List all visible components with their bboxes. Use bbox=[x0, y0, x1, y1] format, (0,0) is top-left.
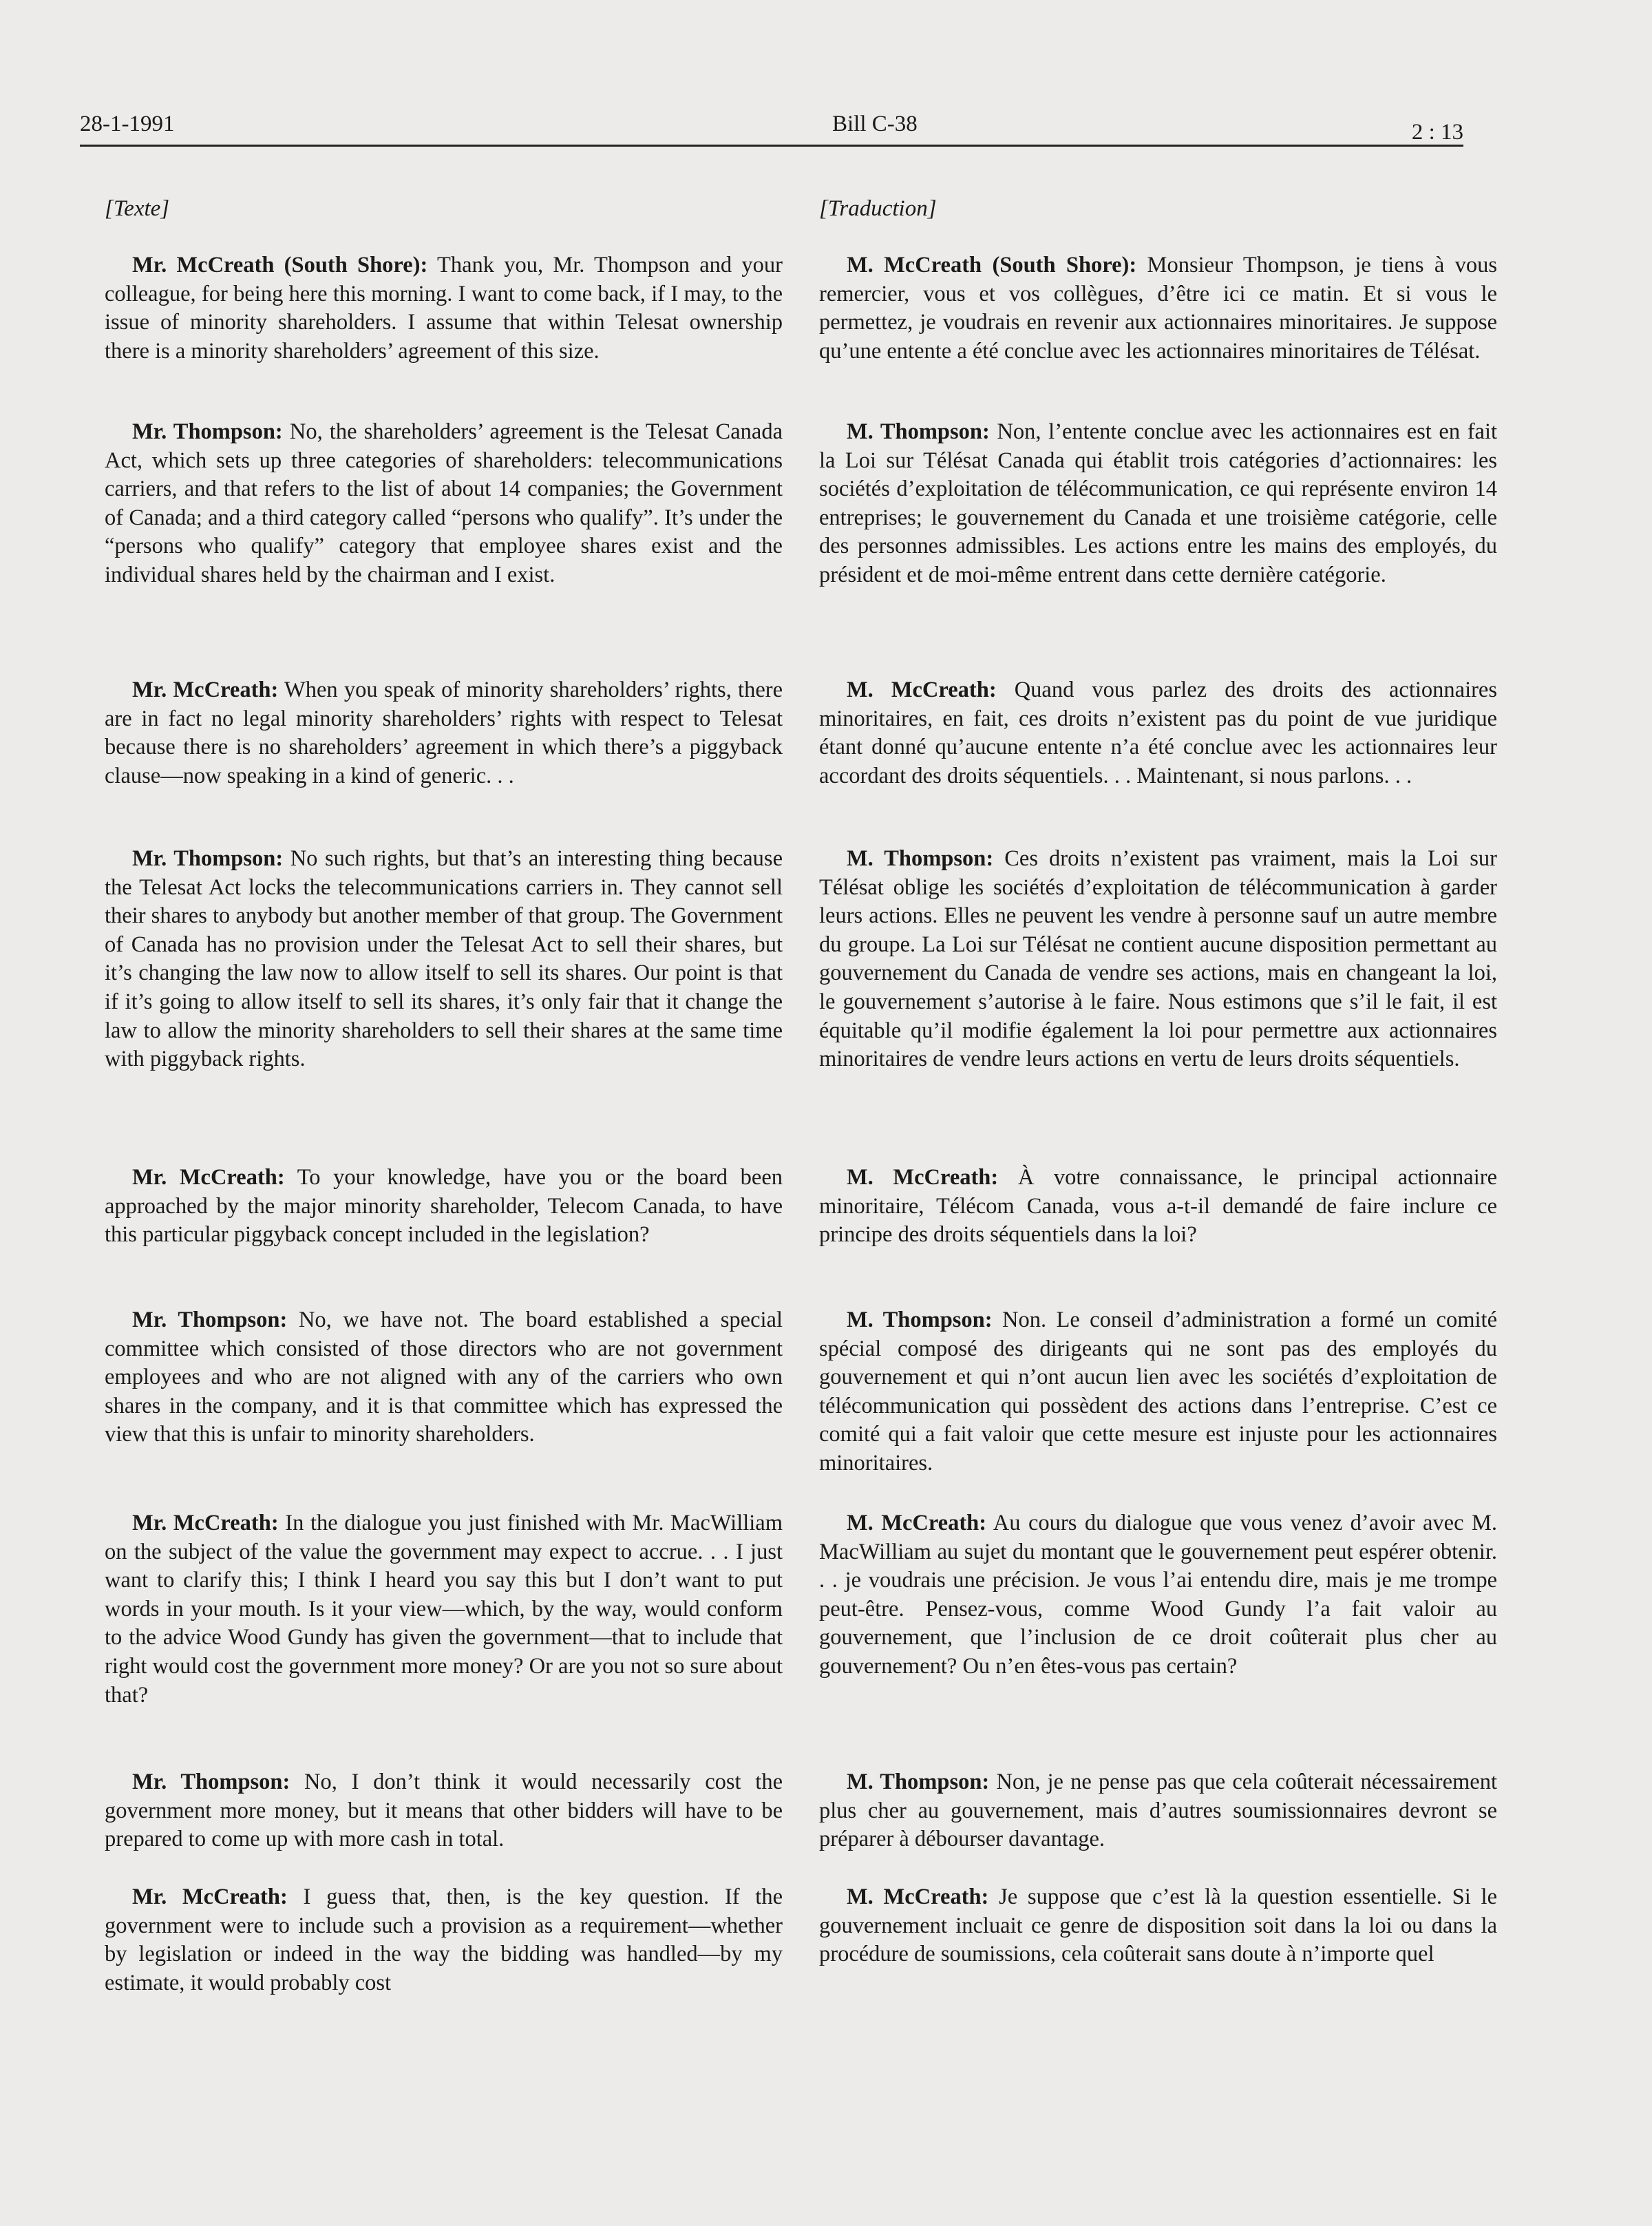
speaker-name: M. Thompson: bbox=[847, 419, 990, 444]
speaker-name: M. McCreath: bbox=[847, 678, 997, 702]
speech-text: À votre connaissance, le principal actionnaire minoritaire, Télécom Canada, vous a-t-il demandé de faire inclure ce principe des droits séquentiels dans la loi? bbox=[819, 1165, 1498, 1248]
speaker-name: M. McCreath: bbox=[847, 1165, 999, 1190]
header-date: 28-1-1991 bbox=[80, 112, 175, 136]
speech-text: Non. Le conseil d’administration a formé un comité spécial composé des dirigeants qui ne sont pas des employés du gouvernement et qui n’ont aucun lien avec les sociétés d’exploitation de télécommunication qui possèdent des actions dans l’entreprise. C’est ce comité qui a fait valoir que cette mesure est injuste pour les actionnaires minoritaires. bbox=[819, 1308, 1497, 1476]
header-bill-title: Bill C-38 bbox=[832, 112, 918, 136]
speech-text: Quand vous parlez des droits des actionnaires minoritaires, en fait, ces droits n’existent pas du point de vue juridique étant donné qu’aucune entente n’a été conclue avec les actionnaires leur accordant des droits séquentiels. . . Maintenant, si nous parlons. . . bbox=[819, 678, 1498, 788]
speaker-name: Mr. McCreath: bbox=[132, 1511, 279, 1535]
speaker-name: M. Thompson: bbox=[847, 1308, 993, 1332]
french-paragraph bbox=[819, 1306, 1497, 1478]
speech-text: Au cours du dialogue que vous venez d’avoir avec M. MacWilliam au sujet du montant que le gouvernement peut espérer obtenir. . . je voudrais une précision. Je vous l’ai entendu dire, mais je me trompe peut-être. Pensez-vous, comme Wood Gundy l’a fait valoir au gouvernement, que l’inclusion de ce droit coûterait plus cher au gouvernement? Ou n’en êtes-vous pas certain? bbox=[819, 1511, 1497, 1679]
speech-text: No, the shareholders’ agreement is the Telesat Canada Act, which sets up three categories of shareholders: telecommunications carriers, and that refers to the list of about 14 companies; the Government of Canada; and a third category called “persons who qualify”. It’s under the “persons who qualify” category that employee shares exist and the individual shares held by the chairman and I exist. bbox=[105, 419, 783, 587]
french-paragraph bbox=[819, 1768, 1497, 1854]
speech-text: Je suppose que c’est là la question essentielle. Si le gouvernement incluait ce genre de disposition soit dans la loi ou dans la procédure de soumissions, cela coûterait sans doute à n’importe quel bbox=[819, 1884, 1497, 1967]
running-header bbox=[80, 110, 1463, 147]
english-paragraph bbox=[105, 1164, 783, 1250]
speech-text: Thank you, Mr. Thompson and your colleague, for being here this morning. I want to come back, if I may, to the issue of minority shareholders. I assume that within Telesat ownership there is a minority shareholders’ agreement of this size. bbox=[105, 253, 783, 364]
speaker-name: M. McCreath: bbox=[847, 1511, 987, 1535]
speaker-name: Mr. Thompson: bbox=[132, 419, 283, 444]
french-paragraph bbox=[819, 1509, 1497, 1681]
speech-text: No, we have not. The board established a special committee which consisted of those directors who are not government employees and who are not aligned with any of the carriers who own shares in the company, and it is that committee which has expressed the view that this is unfair to minority shareholders. bbox=[105, 1308, 783, 1447]
speaker-name: Mr. Thompson: bbox=[132, 1770, 290, 1794]
speech-text: To your knowledge, have you or the board been approached by the major minority shareholder, Telecom Canada, to have this particular piggyback concept included in the legislation? bbox=[105, 1165, 783, 1248]
speaker-name: M. Thompson: bbox=[847, 1770, 990, 1794]
french-paragraph bbox=[819, 251, 1497, 366]
french-paragraph bbox=[819, 845, 1497, 1074]
header-page-number: 2 : 13 bbox=[1411, 120, 1463, 145]
speech-text: Ces droits n’existent pas vraiment, mais la Loi sur Télésat oblige les sociétés d’exploitation de télécommunication à garder leurs actions. Elles ne peuvent les vendre à personne sauf un autre membre du groupe. La Loi sur Télésat ne contient aucune disposition permettant au gouvernement du Canada de vendre ses actions, mais en changeant la loi, le gouvernement s’autorise à le faire. Nous estimons que s’il le fait, il est équitable qu’il modifie également la loi pour permettre aux actionnaires minoritaires de vendre leurs actions en vertu de leurs droits séquentiels. bbox=[819, 846, 1497, 1072]
speaker-name: Mr. McCreath: bbox=[132, 1165, 285, 1190]
speaker-name: M. Thompson: bbox=[847, 846, 994, 871]
french-paragraph bbox=[819, 418, 1497, 590]
speech-text: No, I don’t think it would necessarily cost the government more money, but it means that other bidders will have to be prepared to come up with more cash in total. bbox=[105, 1770, 783, 1852]
english-paragraph bbox=[105, 418, 783, 590]
speech-text: I guess that, then, is the key question. If the government were to include such a provision as a requirement—whether by legislation or indeed in the way the bidding was handled—by my estimate, it would probably cost bbox=[105, 1884, 783, 1995]
speech-text: Non, l’entente conclue avec les actionnaires est en fait la Loi sur Télésat Canada qui établit trois catégories d’actionnaires: les sociétés d’exploitation de télécommunication, ce qui représente environ 14 entreprises; le gouvernement du Canada et une troisième catégorie, celle des personnes admissibles. Les actions entre les mains des employés, du président et de moi-même entrent dans cette dernière catégorie. bbox=[819, 419, 1498, 587]
english-paragraph bbox=[105, 845, 783, 1074]
speaker-name: M. McCreath: bbox=[847, 1884, 989, 1909]
speech-text: Non, je ne pense pas que cela coûterait nécessairement plus cher au gouvernement, mais d’autres soumissionnaires devront se préparer à débourser davantage. bbox=[819, 1770, 1497, 1852]
speech-text: No such rights, but that’s an interesting thing because the Telesat Act locks the telecommunications carriers in. They cannot sell their shares to anybody but another member of that group. The Government of Canada has no provision under the Telesat Act to sell their shares, but it’s changing the law now to allow itself to sell its shares. Our point is that if it’s going to allow itself to sell its shares, it’s only fair that it change the law to allow the minority shareholders to sell their shares at the same time with piggyback rights. bbox=[105, 846, 783, 1072]
speaker-name: Mr. Thompson: bbox=[132, 1308, 288, 1332]
speech-text: Monsieur Thompson, je tiens à vous remercier, vous et vos collègues, d’être ici ce matin. Et si vous le permettez, je voudrais en revenir aux actionnaires minoritaires. Je suppose qu’une entente a été conclue avec les actionnaires minoritaires de Télésat. bbox=[819, 253, 1497, 364]
english-paragraph bbox=[105, 251, 783, 366]
english-paragraph bbox=[105, 1509, 783, 1710]
speaker-name: Mr. Thompson: bbox=[132, 846, 284, 871]
english-paragraph bbox=[105, 1768, 783, 1854]
speaker-name: Mr. McCreath: bbox=[132, 1884, 288, 1909]
english-paragraph bbox=[105, 1883, 783, 1997]
speech-text: When you speak of minority shareholders’ rights, there are in fact no legal minority shareholders’ rights with respect to Telesat because there is no shareholders’ agreement in which there’s a piggyback clause—now speaking in a kind of generic. . . bbox=[105, 678, 783, 788]
french-column bbox=[819, 196, 1498, 1967]
english-paragraph bbox=[105, 676, 783, 790]
english-column bbox=[105, 196, 783, 1995]
french-paragraph bbox=[819, 676, 1497, 790]
speaker-name: M. McCreath (South Shore): bbox=[847, 253, 1137, 277]
speech-text: In the dialogue you just finished with Mr. MacWilliam on the subject of the value the government may expect to accrue. . . I just want to clarify this; I think I heard you say this but I don’t want to put words in your mouth. Is it your view—which, by the way, would conform to the advice Wood Gundy has given the government—that to include that right would cost the government more money? Or are you not so sure about that? bbox=[105, 1511, 783, 1708]
english-column-label: [Texte] bbox=[105, 196, 170, 221]
english-paragraph bbox=[105, 1306, 783, 1449]
speaker-name: Mr. McCreath (South Shore): bbox=[132, 253, 428, 277]
french-paragraph bbox=[819, 1164, 1497, 1250]
french-column-label: [Traduction] bbox=[819, 196, 937, 221]
french-paragraph bbox=[819, 1883, 1497, 1969]
speaker-name: Mr. McCreath: bbox=[132, 678, 279, 702]
